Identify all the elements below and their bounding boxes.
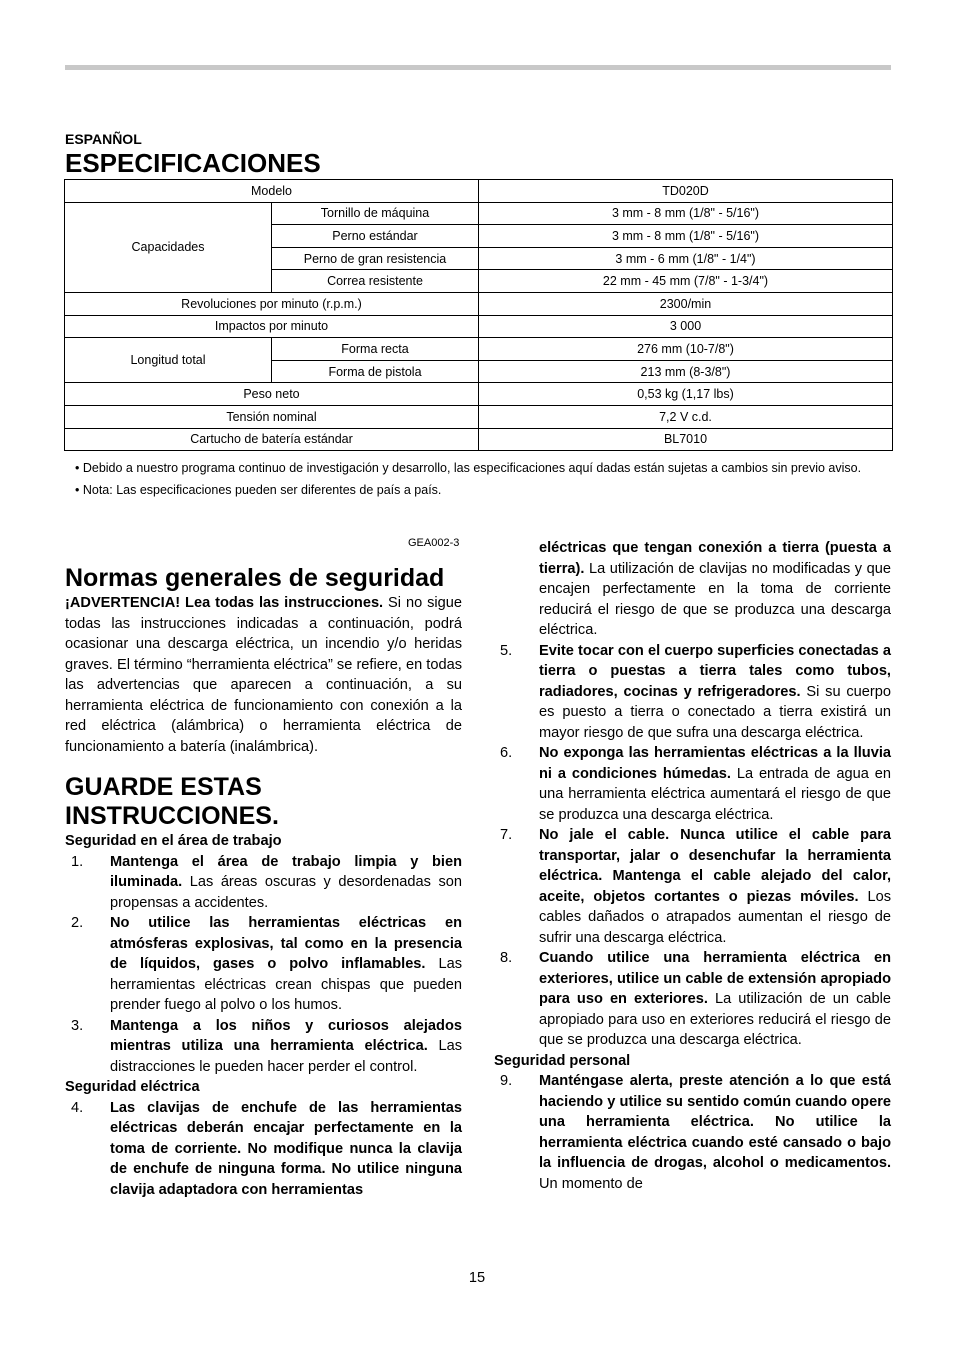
list-item	[494, 1071, 891, 1194]
length-form-value: 213 mm (8-3/8")	[479, 360, 893, 383]
item-number: 7.	[500, 827, 513, 843]
item-text	[110, 852, 462, 914]
item-bold: eléctricas que tengan conexión a tierra (puesta a tierra).	[539, 540, 891, 577]
item-text	[539, 743, 891, 825]
item-number: 3.	[71, 1017, 84, 1034]
capacity-value: 3 mm - 8 mm (1/8" - 5/16")	[479, 202, 893, 225]
model-value: TD020D	[479, 180, 893, 203]
item-body: La entrada de agua en una herramienta eléctrica aumentará el riesgo de que se produzca una descarga eléctrica.	[539, 765, 891, 823]
item-continuation	[494, 538, 891, 641]
page-title: ESPECIFICACIONES	[65, 148, 321, 178]
capacity-value: 3 mm - 8 mm (1/8" - 5/16")	[479, 225, 893, 248]
capacity-value: 22 mm - 45 mm (7/8" - 1-3/4")	[479, 270, 893, 293]
voltage-value: 7,2 V c.d.	[479, 405, 893, 428]
item-body: La utilización de un cable apropiado para uso en exteriores reducirá el riesgo de que se produzca una descarga eléctrica.	[539, 991, 891, 1048]
item-text	[539, 1071, 891, 1194]
length-label: Longitud total	[65, 338, 272, 383]
length-form-value: 276 mm (10-7/8")	[479, 338, 893, 361]
item-text	[539, 641, 891, 744]
safety-heading: Normas generales de seguridad	[65, 564, 445, 592]
item-number: 5.	[500, 642, 513, 659]
table-row	[65, 405, 893, 428]
item-body: Un momento de	[539, 1175, 643, 1192]
table-row	[65, 292, 893, 315]
table-row	[65, 338, 893, 361]
item-text	[110, 1016, 462, 1078]
item-bold: Evite tocar con el cuerpo superficies conectadas a tierra o puestas a tierra tales como tubos, radiadores, cocinas y refrigeradores.	[539, 642, 891, 700]
length-form-label: Forma de pistola	[272, 360, 479, 383]
weight-value: 0,53 kg (1,17 lbs)	[479, 383, 893, 406]
list-item	[494, 825, 891, 948]
list-item	[494, 948, 891, 1051]
item-bold: No exponga las herramientas eléctricas a la lluvia ni a condiciones húmedas.	[539, 745, 891, 782]
impacts-value: 3 000	[479, 315, 893, 338]
battery-value: BL7010	[479, 428, 893, 451]
item-bold: No utilice las herramientas eléctricas en atmósferas explosivas, tal como en la presencia de líquidos, gases o polvo inflamables.	[110, 915, 462, 972]
capacity-label: Tornillo de máquina	[272, 202, 479, 225]
model-label: Modelo	[65, 180, 479, 203]
item-body: Las distracciones le pueden hacer perder el control.	[110, 1038, 462, 1075]
item-body: La utilización de clavijas no modificadas y que encajen perfectamente en la toma de corriente reducirá el riesgo de que se produzca una descarga eléctrica.	[539, 560, 891, 638]
item-number: 8.	[500, 950, 513, 966]
item-bold: Mantenga el área de trabajo limpia y bien iluminada.	[110, 853, 462, 890]
rpm-value: 2300/min	[479, 292, 893, 315]
list-item	[494, 743, 891, 825]
item-number: 6.	[500, 745, 513, 761]
top-rule	[65, 65, 891, 70]
item-number: 1.	[71, 853, 84, 870]
length-form-label: Forma recta	[272, 338, 479, 361]
capacity-label: Correa resistente	[272, 270, 479, 293]
item-body: Los cables dañados o atrapados aumentan el riesgo de sufrir una descarga eléctrica.	[539, 888, 891, 946]
electrical-subheading: Seguridad eléctrica	[65, 1079, 200, 1095]
document-code: GEA002-3	[408, 537, 460, 549]
item-bold: Mantenga a los niños y curiosos alejados mientras utiliza una herramienta eléctrica.	[110, 1017, 462, 1054]
item-text	[110, 1098, 462, 1201]
warning-text: Si no sigue todas las instrucciones indicadas a continuación, podrá ocasionar una descarga eléctrica, un incendio y/o heridas graves. El término “herramienta eléctrica” se refiere, en todas las advertencias que aparecen a continuación, a su herramienta eléctrica de funcionamiento con conexión a la red eléctrica (alámbrica) o herramienta eléctrica de funcionamiento a batería (inalámbrica).	[65, 595, 462, 755]
item-body: Si su cuerpo es puesto a tierra o conectado a tierra existirá un mayor riesgo de que sufra una descarga eléctrica.	[539, 683, 891, 741]
list-item	[65, 913, 462, 1016]
weight-label: Peso neto	[65, 383, 479, 406]
item-body: Las áreas oscuras y desordenadas son propensas a accidentes.	[110, 874, 462, 911]
work-area-subheading: Seguridad en el área de trabajo	[65, 833, 282, 849]
capacity-value: 3 mm - 6 mm (1/8" - 1/4")	[479, 247, 893, 270]
note: • Nota: Las especificaciones pueden ser diferentes de país a país.	[75, 483, 442, 497]
item-bold: No jale el cable. Nunca utilice el cable para transportar, jalar o desenchufar la herramienta eléctrica. Mantenga el cable alejado del calor, aceite, objetos cortantes o piezas móviles.	[539, 827, 891, 905]
item-text	[539, 948, 891, 1051]
list-item	[65, 1098, 462, 1201]
item-bold: Manténgase alerta, preste atención a lo que está haciendo y utilice su sentido común cuando opere una herramienta eléctrica. No utilice la herramienta eléctrica cuando esté cansado o bajo la influencia de drogas, alcohol o medicamentos.	[539, 1073, 891, 1171]
specifications-table	[64, 179, 893, 451]
list-item	[494, 641, 891, 744]
item-text	[539, 825, 891, 948]
capacities-label: Capacidades	[65, 202, 272, 292]
item-bold: Cuando utilice una herramienta eléctrica en exteriores, utilice un cable de extensión apropiado para uso en exteriores.	[539, 950, 891, 1007]
language-label: ESPANÑOL	[65, 131, 142, 147]
list-item	[65, 1016, 462, 1078]
spec-notes	[75, 459, 885, 503]
page-number: 15	[468, 1270, 486, 1286]
capacity-label: Perno estándar	[272, 225, 479, 248]
battery-label: Cartucho de batería estándar	[65, 428, 479, 451]
item-number: 2.	[71, 915, 84, 931]
table-row	[65, 383, 893, 406]
item-text	[110, 913, 462, 1016]
note: • Debido a nuestro programa continuo de investigación y desarrollo, las especificaciones aquí dadas están sujetas a cambios sin previo aviso.	[75, 461, 862, 475]
impacts-label: Impactos por minuto	[65, 315, 479, 338]
personal-safety-subheading: Seguridad personal	[494, 1052, 631, 1069]
save-instructions-heading: GUARDE ESTAS INSTRUCCIONES.	[65, 773, 279, 830]
item-number: 4.	[71, 1099, 84, 1116]
item-number: 9.	[500, 1073, 513, 1089]
table-row	[65, 180, 893, 203]
rpm-label: Revoluciones por minuto (r.p.m.)	[65, 292, 479, 315]
capacity-label: Perno de gran resistencia	[272, 247, 479, 270]
item-body: Las herramientas eléctricas crean chispas que pueden prender fuego al polvo o los humos.	[110, 956, 462, 1013]
voltage-label: Tensión nominal	[65, 405, 479, 428]
left-column	[65, 564, 462, 1200]
warning-bold: ¡ADVERTENCIA! Lea todas las instrucciones.	[65, 595, 384, 611]
list-item	[65, 852, 462, 914]
table-row	[65, 202, 893, 225]
item-bold: Las clavijas de enchufe de las herramientas eléctricas deberán encajar perfectamente en la toma de corriente. No modifique nunca la clavija de enchufe de ninguna forma. No utilice ninguna clavija adaptadora con herramientas	[110, 1099, 462, 1198]
table-row	[65, 315, 893, 338]
right-column	[494, 538, 891, 1194]
table-row	[65, 428, 893, 451]
warning-paragraph	[65, 593, 462, 757]
